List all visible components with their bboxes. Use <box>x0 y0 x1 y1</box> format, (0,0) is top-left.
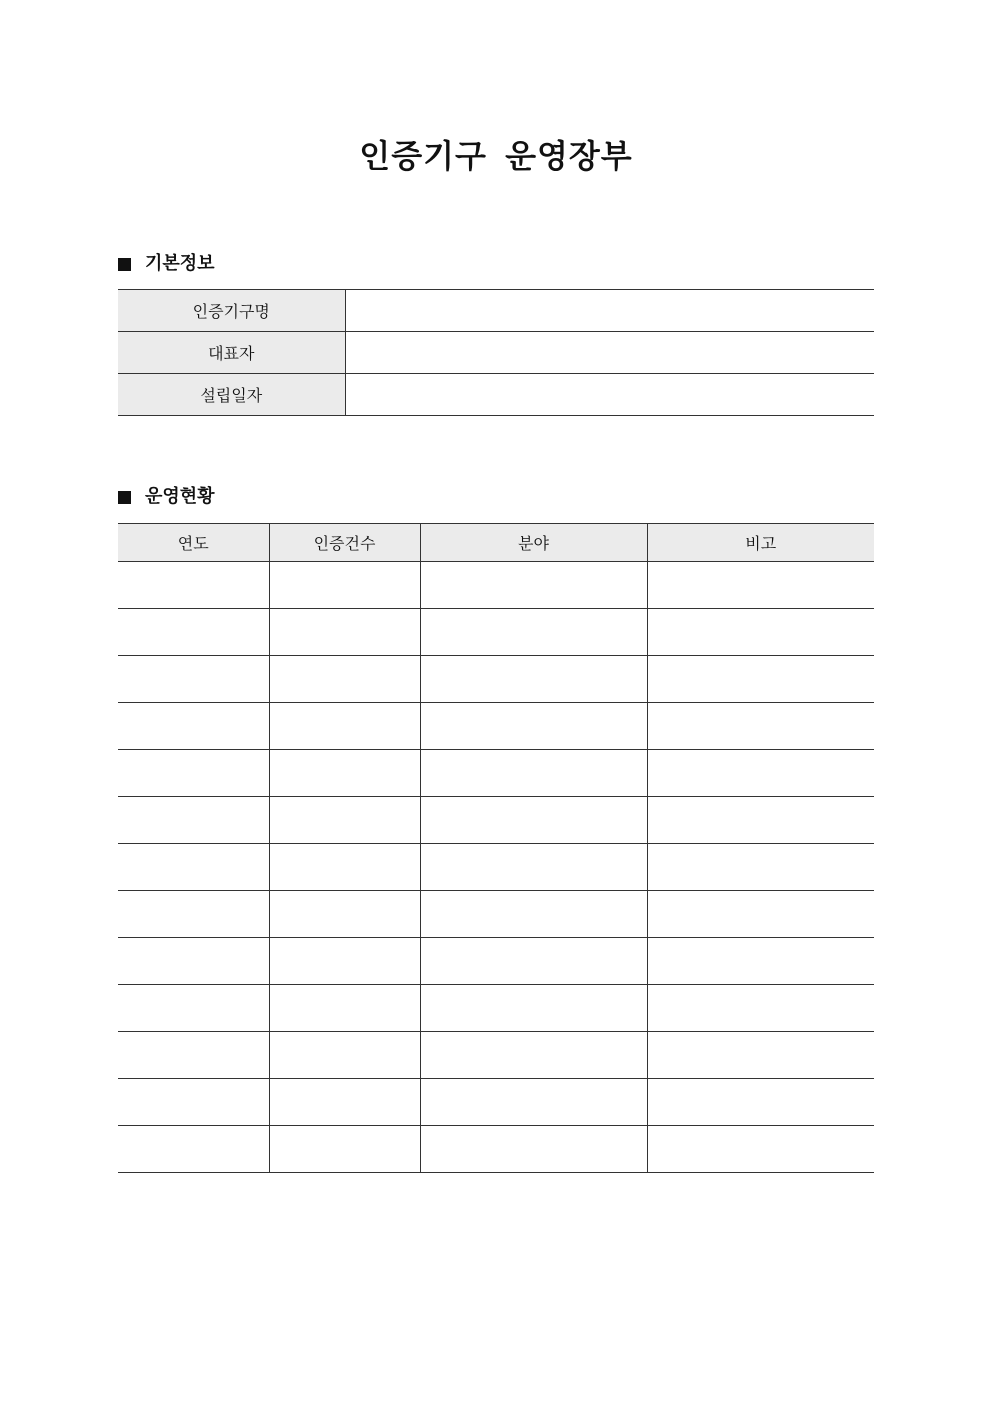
year-cell[interactable] <box>118 1126 269 1173</box>
year-cell[interactable] <box>118 656 269 703</box>
field-label: 인증기구명 <box>118 290 345 332</box>
field-cell[interactable] <box>420 797 647 844</box>
operation-status-table <box>118 523 874 1173</box>
remarks-cell[interactable] <box>647 1079 874 1126</box>
field-cell[interactable] <box>420 1079 647 1126</box>
page-title: 인증기구 운영장부 <box>359 137 633 175</box>
table-row <box>118 891 874 938</box>
year-cell[interactable] <box>118 985 269 1032</box>
table-row <box>118 332 874 374</box>
certification-count-cell[interactable] <box>269 562 420 609</box>
establishment-date-field[interactable] <box>345 374 874 416</box>
representative-field[interactable] <box>345 332 874 374</box>
table-row <box>118 703 874 750</box>
remarks-cell[interactable] <box>647 1126 874 1173</box>
field-label: 대표자 <box>118 332 345 374</box>
table-row <box>118 1079 874 1126</box>
field-cell[interactable] <box>420 938 647 985</box>
table-row <box>118 609 874 656</box>
field-cell[interactable] <box>420 609 647 656</box>
certification-count-cell[interactable] <box>269 1126 420 1173</box>
certification-body-name-field[interactable] <box>345 290 874 332</box>
table-row <box>118 985 874 1032</box>
column-header-field: 분야 <box>420 524 647 562</box>
certification-count-cell[interactable] <box>269 656 420 703</box>
year-cell[interactable] <box>118 797 269 844</box>
square-bullet-icon <box>118 491 131 504</box>
table-row <box>118 1032 874 1079</box>
column-header-certification-count: 인증건수 <box>269 524 420 562</box>
field-cell[interactable] <box>420 1126 647 1173</box>
remarks-cell[interactable] <box>647 750 874 797</box>
field-cell[interactable] <box>420 844 647 891</box>
year-cell[interactable] <box>118 750 269 797</box>
year-cell[interactable] <box>118 562 269 609</box>
field-cell[interactable] <box>420 891 647 938</box>
certification-count-cell[interactable] <box>269 938 420 985</box>
field-cell[interactable] <box>420 1032 647 1079</box>
certification-count-cell[interactable] <box>269 1079 420 1126</box>
table-row <box>118 290 874 332</box>
table-row <box>118 656 874 703</box>
table-row <box>118 797 874 844</box>
field-cell[interactable] <box>420 562 647 609</box>
section-heading-label: 기본정보 <box>145 253 215 274</box>
table-header-row <box>118 524 874 562</box>
table-row <box>118 938 874 985</box>
remarks-cell[interactable] <box>647 703 874 750</box>
table-row <box>118 844 874 891</box>
field-cell[interactable] <box>420 656 647 703</box>
remarks-cell[interactable] <box>647 609 874 656</box>
field-label: 설립일자 <box>118 374 345 416</box>
field-cell[interactable] <box>420 985 647 1032</box>
certification-count-cell[interactable] <box>269 1032 420 1079</box>
field-cell[interactable] <box>420 703 647 750</box>
remarks-cell[interactable] <box>647 938 874 985</box>
remarks-cell[interactable] <box>647 985 874 1032</box>
year-cell[interactable] <box>118 844 269 891</box>
year-cell[interactable] <box>118 1032 269 1079</box>
certification-count-cell[interactable] <box>269 703 420 750</box>
table-row <box>118 750 874 797</box>
certification-count-cell[interactable] <box>269 750 420 797</box>
certification-count-cell[interactable] <box>269 797 420 844</box>
column-header-year: 연도 <box>118 524 269 562</box>
remarks-cell[interactable] <box>647 656 874 703</box>
year-cell[interactable] <box>118 703 269 750</box>
column-header-remarks: 비고 <box>647 524 874 562</box>
section-heading-operation-status <box>118 484 215 510</box>
year-cell[interactable] <box>118 938 269 985</box>
remarks-cell[interactable] <box>647 891 874 938</box>
remarks-cell[interactable] <box>647 562 874 609</box>
section-heading-label: 운영현황 <box>145 486 215 507</box>
table-row <box>118 1126 874 1173</box>
year-cell[interactable] <box>118 891 269 938</box>
section-heading-basic-info <box>118 251 215 277</box>
certification-count-cell[interactable] <box>269 985 420 1032</box>
field-cell[interactable] <box>420 750 647 797</box>
certification-count-cell[interactable] <box>269 844 420 891</box>
remarks-cell[interactable] <box>647 1032 874 1079</box>
table-row <box>118 562 874 609</box>
year-cell[interactable] <box>118 1079 269 1126</box>
certification-count-cell[interactable] <box>269 609 420 656</box>
square-bullet-icon <box>118 258 131 271</box>
year-cell[interactable] <box>118 609 269 656</box>
remarks-cell[interactable] <box>647 844 874 891</box>
remarks-cell[interactable] <box>647 797 874 844</box>
table-row <box>118 374 874 416</box>
basic-info-table <box>118 289 874 416</box>
certification-count-cell[interactable] <box>269 891 420 938</box>
